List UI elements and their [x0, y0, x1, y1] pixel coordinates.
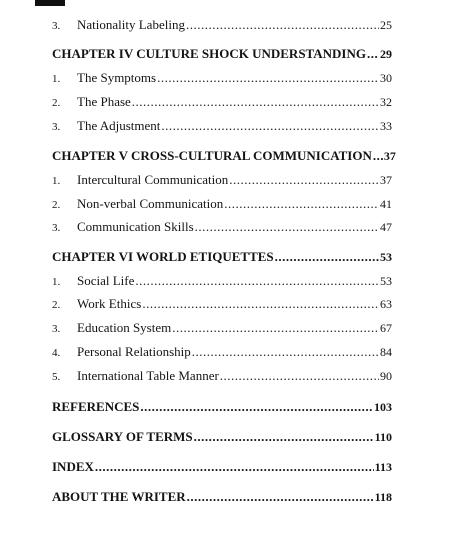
toc-entry-title: CHAPTER IV CULTURE SHOCK UNDERSTANDING — [52, 46, 366, 61]
toc-entry-title: The Phase — [77, 94, 131, 109]
toc-entry-number: 2. — [52, 97, 61, 109]
dot-leader — [132, 94, 379, 110]
toc-entry-title: Intercultural Communication — [77, 172, 229, 187]
toc-entry-title: Work Ethics — [77, 296, 142, 311]
toc-entry-title: ABOUT THE WRITER — [52, 489, 186, 504]
toc-chapter-entry — [52, 489, 392, 505]
toc-section-entry — [52, 273, 392, 290]
dot-leader — [194, 429, 374, 445]
toc-entry-number: 4. — [52, 347, 61, 359]
toc-entry-page-number: 30 — [380, 71, 392, 85]
toc-section-entry — [52, 196, 392, 213]
toc-entry-title: Education System — [77, 320, 172, 335]
toc-entry-page-number: 32 — [380, 95, 392, 109]
toc-entry-title: GLOSSARY OF TERMS — [52, 429, 193, 444]
toc-entry-page-number: 67 — [380, 321, 392, 335]
dot-leader — [142, 296, 379, 312]
toc-entry-title: CHAPTER V CROSS-CULTURAL COMMUNICATION — [52, 148, 372, 163]
toc-entry-number: 2. — [52, 199, 61, 211]
toc-entry-title: Nationality Labeling — [77, 17, 185, 32]
toc-entry-title: International Table Manner — [77, 368, 219, 383]
toc-entry-page-number: 41 — [380, 197, 392, 211]
toc-entry-page-number: 25 — [380, 18, 392, 32]
toc-entry-page-number: 37 — [380, 173, 392, 187]
dot-leader — [157, 70, 379, 86]
dot-leader — [220, 368, 379, 384]
toc-entry-number: 2. — [52, 299, 61, 311]
toc-chapter-entry — [52, 459, 392, 475]
toc-entry-page-number: 63 — [380, 297, 392, 311]
dot-leader — [229, 172, 379, 188]
dot-leader — [186, 17, 379, 33]
toc-entry-page-number: 47 — [380, 220, 392, 234]
toc-entry-number: 3. — [52, 222, 61, 234]
toc-section-entry — [52, 320, 392, 337]
dot-leader — [172, 320, 379, 336]
dot-leader — [187, 489, 374, 505]
page-corner-mark — [35, 0, 65, 6]
dot-leader — [192, 344, 379, 360]
dot-leader — [373, 148, 383, 164]
toc-chapter-entry — [52, 399, 392, 415]
toc-section-entry — [52, 344, 392, 361]
toc-section-entry — [52, 296, 392, 313]
toc-entry-page-number: 110 — [374, 430, 392, 444]
toc-chapter-entry — [52, 148, 396, 164]
toc-entry-page-number: 33 — [380, 119, 392, 133]
toc-entry-title: INDEX — [52, 459, 94, 474]
dot-leader — [140, 399, 373, 415]
toc-entry-number: 1. — [52, 276, 61, 288]
toc-entry-page-number: 53 — [380, 274, 392, 288]
toc-section-entry — [52, 118, 392, 135]
toc-entry-page-number: 90 — [380, 369, 392, 383]
toc-section-entry — [52, 70, 392, 87]
toc-entry-page-number: 37 — [383, 149, 396, 163]
toc-entry-title: Social Life — [77, 273, 135, 288]
dot-leader — [224, 196, 379, 212]
dot-leader — [161, 118, 379, 134]
dot-leader — [367, 46, 379, 62]
toc-entry-title: Communication Skills — [77, 219, 194, 234]
toc-entry-page-number: 84 — [380, 345, 392, 359]
toc-entry-page-number: 53 — [380, 250, 392, 264]
toc-entry-title: CHAPTER VI WORLD ETIQUETTES — [52, 249, 274, 264]
toc-section-entry — [52, 17, 392, 34]
toc-chapter-entry — [52, 46, 392, 62]
toc-section-entry — [52, 219, 392, 236]
toc-entry-number: 3. — [52, 20, 61, 32]
dot-leader — [95, 459, 374, 475]
toc-entry-title: The Adjustment — [77, 118, 161, 133]
toc-entry-number: 1. — [52, 175, 61, 187]
toc-entry-title: REFERENCES — [52, 399, 140, 414]
toc-chapter-entry — [52, 429, 392, 445]
toc-section-entry — [52, 94, 392, 111]
toc-entry-number: 5. — [52, 371, 61, 383]
toc-section-entry — [52, 172, 392, 189]
toc-entry-page-number: 113 — [374, 460, 392, 474]
dot-leader — [195, 219, 379, 235]
toc-entry-number: 3. — [52, 121, 61, 133]
toc-entry-page-number: 103 — [374, 400, 392, 414]
toc-entry-title: Non-verbal Communication — [77, 196, 224, 211]
toc-entry-page-number: 118 — [374, 490, 392, 504]
toc-entry-number: 3. — [52, 323, 61, 335]
toc-section-entry — [52, 368, 392, 385]
toc-entry-page-number: 29 — [380, 47, 392, 61]
toc-chapter-entry — [52, 249, 392, 265]
toc-entry-title: The Symptoms — [77, 70, 157, 85]
toc-entry-title: Personal Relationship — [77, 344, 191, 359]
dot-leader — [135, 273, 379, 289]
toc-entry-number: 1. — [52, 73, 61, 85]
dot-leader — [275, 249, 379, 265]
